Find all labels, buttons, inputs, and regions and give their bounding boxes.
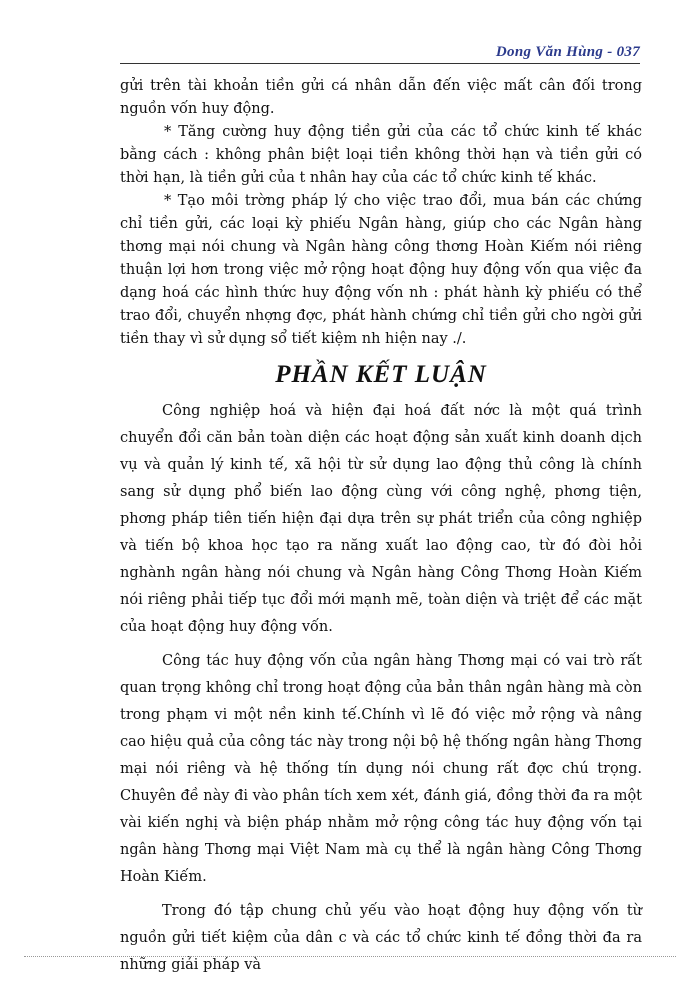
document-body [120, 75, 642, 986]
paragraph-bullet-1: * Tăng cường huy động tiền gửi của các tổ chức kinh tế khác bằng cách : không phân biệt loại tiền không thời hạn và tiền gửi có thời hạn, là tiền gửi của t nhân hay của các tổ chức kinh tế khác. [120, 124, 642, 186]
section-title: PHẦN KẾT LUẬN [275, 361, 487, 388]
top-section [120, 75, 642, 351]
footer-divider [24, 956, 676, 957]
conclusion-section [120, 398, 642, 979]
page-header: Dong Văn Hùng - 037 [495, 44, 640, 60]
paragraph-continued: gửi trên tài khoản tiền gửi cá nhân dẫn đến việc mất cân đối trong nguồn vốn huy động. [120, 78, 642, 117]
conclusion-paragraph-3: Trong đó tập chung chủ yếu vào hoạt động huy động vốn từ nguồn gửi tiết kiệm của dân c và các tổ chức kinh tế đồng thời đa ra những giải pháp và [120, 903, 642, 973]
header-divider [120, 63, 640, 64]
conclusion-paragraph-2: Công tác huy động vốn của ngân hàng Thơng mại có vai trò rất quan trọng không chỉ trong hoạt động của bản thân ngân hàng mà còn trong phạm vi một nền kinh tế.Chính vì lẽ đó việc mở rộng và nâng cao hiệu quả của công tác này trong nội bộ hệ thống ngân hàng Thơng mại nói riêng và hệ thống tín dụng nói chung rất đợc chú trọng. Chuyên đề này đi vào phân tích xem xét, đánh giá, đồng thời đa ra một vài kiến nghị và biện pháp nhằm mở rộng công tác huy động vốn tại ngân hàng Thơng mại Việt Nam mà cụ thể là ngân hàng Công Thơng Hoàn Kiếm. [120, 653, 643, 885]
paragraph-bullet-2: * Tạo môi trờng pháp lý cho việc trao đổi, mua bán các chứng chỉ tiền gửi, các loại kỳ phiếu Ngân hàng, giúp cho các Ngân hàng thơng mại nói chung và Ngân hàng công thơng Hoàn Kiếm nói riêng thuận lợi hơn trong việc mở rộng hoạt động huy động vốn qua việc đa dạng hoá các hình thức huy động vốn nh : phát hành kỳ phiếu có thể trao đổi, chuyển nhợng đợc, phát hành chứng chỉ tiền gửi cho ngời gửi tiền thay vì sử dụng sổ tiết kiệm nh hiện nay ./. [120, 193, 642, 347]
conclusion-paragraph-1: Công nghiệp hoá và hiện đại hoá đất nớc là một quá trình chuyển đổi căn bản toàn diện các hoạt động sản xuất kinh doanh dịch vụ và quản lý kinh tế, xã hội từ sử dụng lao động thủ công là chính sang sử dụng phổ biến lao động cùng với công nghệ, phơng tiện, phơng pháp tiên tiến hiện đại dựa trên sự phát triển của công nghiệp và tiến bộ khoa học tạo ra năng xuất lao động cao, từ đó đòi hỏi nghành ngân hàng nói chung và Ngân hàng Công Thơng Hoàn Kiếm nói riêng phải tiếp tục đổi mới mạnh mẽ, toàn diện và triệt để các mặt của hoạt động huy động vốn. [120, 403, 642, 635]
